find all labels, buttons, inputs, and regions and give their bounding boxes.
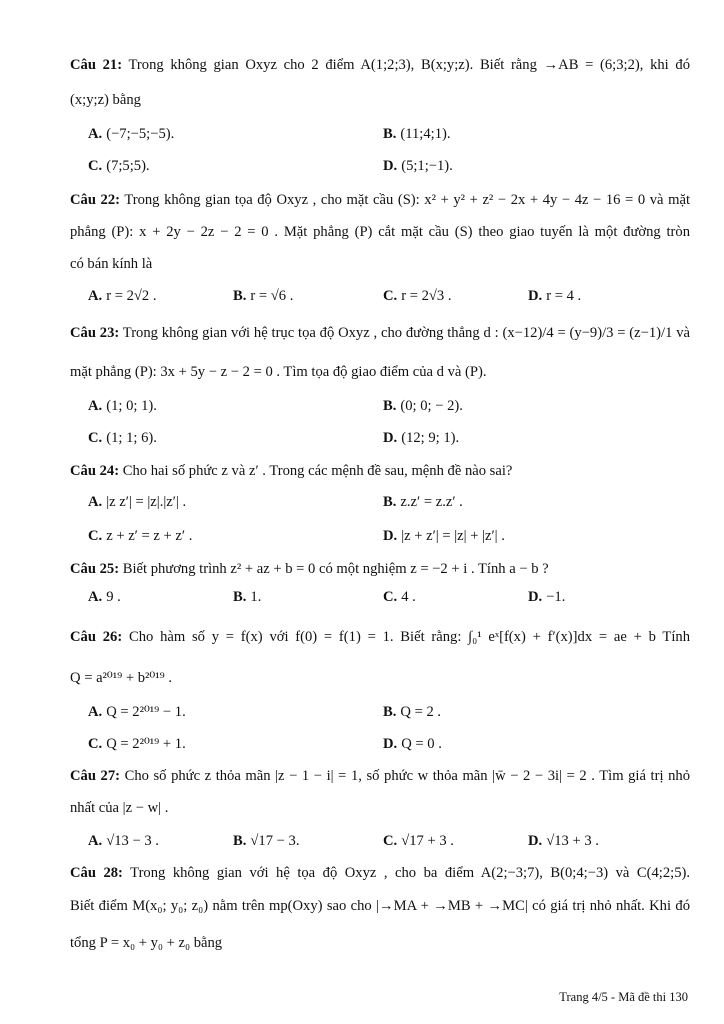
- option-a: A. Q = 2²⁰¹⁹ − 1.: [88, 704, 186, 720]
- option-c: C. Q = 2²⁰¹⁹ + 1.: [88, 736, 186, 752]
- question-number: Câu 21:: [70, 57, 123, 73]
- question-number: Câu 25:: [70, 561, 120, 577]
- option-d: D. −1.: [528, 589, 566, 605]
- question-26-line-1: [70, 627, 690, 647]
- option-a: A. 9 .: [88, 589, 121, 605]
- option-c: C. (1; 1; 6).: [88, 430, 157, 446]
- question-text: Cho hàm số y = f(x) với f(0) = f(1) = 1. Biết rằng: ∫₀¹ eˣ[f(x) + f′(x)]dx = ae + b Tính: [128, 629, 690, 645]
- question-text: Trong không gian với hệ tọa độ Oxyz , cho ba điểm A(2;−3;7), B(0;4;−3) và C(4;2;5).: [130, 865, 690, 881]
- question-number: Câu 22:: [70, 192, 120, 208]
- question-22-line-1: [70, 190, 690, 210]
- question-text: Cho số phức z thỏa mãn |z − 1 − i| = 1, số phức w thỏa mãn |w̄ − 2 − 3i| = 2 . Tìm giá trị nhỏ: [124, 768, 690, 784]
- option-d: D. |z + z′| = |z| + |z′| .: [383, 528, 505, 544]
- question-28-line-1: [70, 863, 690, 883]
- option-c: C. √17 + 3 .: [383, 833, 454, 849]
- question-22-line-3: có bán kính là: [70, 256, 153, 272]
- question-number: Câu 28:: [70, 865, 123, 881]
- question-25-line-1: [70, 559, 690, 579]
- option-c: C. z + z′ = z + z′ .: [88, 528, 193, 544]
- option-d: D. √13 + 3 .: [528, 833, 599, 849]
- option-a: A. r = 2√2 .: [88, 288, 157, 304]
- question-22-line-2: phẳng (P): x + 2y − 2z − 2 = 0 . Mặt phẳng (P) cắt mặt cầu (S) theo giao tuyến là một đường tròn: [70, 224, 690, 240]
- question-text: Trong không gian tọa độ Oxyz , cho mặt cầu (S): x² + y² + z² − 2x + 4y − 4z − 16 = 0 và mặt: [124, 192, 690, 208]
- question-text: Cho hai số phức z và z′ . Trong các mệnh đề sau, mệnh đề nào sai?: [122, 463, 513, 479]
- question-21-line-1: [70, 55, 690, 75]
- question-24-line-1: [70, 461, 690, 481]
- question-28-line-2: Biết điểm M(x₀; y₀; z₀) nằm trên mp(Oxy) sao cho |→MA + →MB + →MC| có giá trị nhỏ nhất. Khi đó: [70, 898, 690, 914]
- option-d: D. (12; 9; 1).: [383, 430, 460, 446]
- option-b: B. 1.: [233, 589, 262, 605]
- option-b: B. r = √6 .: [233, 288, 294, 304]
- question-text: Biết phương trình z² + az + b = 0 có một nghiệm z = −2 + i . Tính a − b ?: [122, 561, 549, 577]
- option-c: C. 4 .: [383, 589, 416, 605]
- question-text: Trong không gian với hệ trục tọa độ Oxyz , cho đường thẳng d : (x−12)/4 = (y−9)/3 = (z−1)/1 và: [122, 325, 690, 341]
- question-27-line-1: [70, 766, 690, 786]
- option-d: D. r = 4 .: [528, 288, 582, 304]
- question-number: Câu 23:: [70, 325, 120, 341]
- option-d: D. (5;1;−1).: [383, 158, 453, 174]
- option-c: C. (7;5;5).: [88, 158, 150, 174]
- option-b: B. (0; 0; − 2).: [383, 398, 463, 414]
- option-b: B. (11;4;1).: [383, 126, 451, 142]
- question-21-line-2: (x;y;z) bằng: [70, 92, 141, 108]
- page-footer: Trang 4/5 - Mã đề thi 130: [559, 990, 688, 1004]
- question-23-line-1: [70, 323, 690, 343]
- question-number: Câu 27:: [70, 768, 120, 784]
- question-number: Câu 24:: [70, 463, 120, 479]
- option-b: B. z.z′ = z.z′ .: [383, 494, 463, 510]
- option-a: A. |z z′| = |z|.|z′| .: [88, 494, 187, 510]
- option-d: D. Q = 0 .: [383, 736, 442, 752]
- question-number: Câu 26:: [70, 629, 123, 645]
- question-23-line-2: mặt phẳng (P): 3x + 5y − z − 2 = 0 . Tìm tọa độ giao điểm của d và (P).: [70, 364, 487, 380]
- option-a: A. (−7;−5;−5).: [88, 126, 175, 142]
- question-26-line-2: Q = a²⁰¹⁹ + b²⁰¹⁹ .: [70, 670, 173, 686]
- option-a: A. √13 − 3 .: [88, 833, 159, 849]
- option-c: C. r = 2√3 .: [383, 288, 452, 304]
- option-a: A. (1; 0; 1).: [88, 398, 157, 414]
- question-28-line-3: tổng P = x₀ + y₀ + z₀ bằng: [70, 935, 223, 951]
- question-text: Trong không gian Oxyz cho 2 điểm A(1;2;3), B(x;y;z). Biết rằng →AB = (6;3;2), khi đó: [128, 57, 690, 73]
- option-b: B. √17 − 3.: [233, 833, 300, 849]
- option-b: B. Q = 2 .: [383, 704, 442, 720]
- question-27-line-2: nhất của |z − w| .: [70, 800, 169, 816]
